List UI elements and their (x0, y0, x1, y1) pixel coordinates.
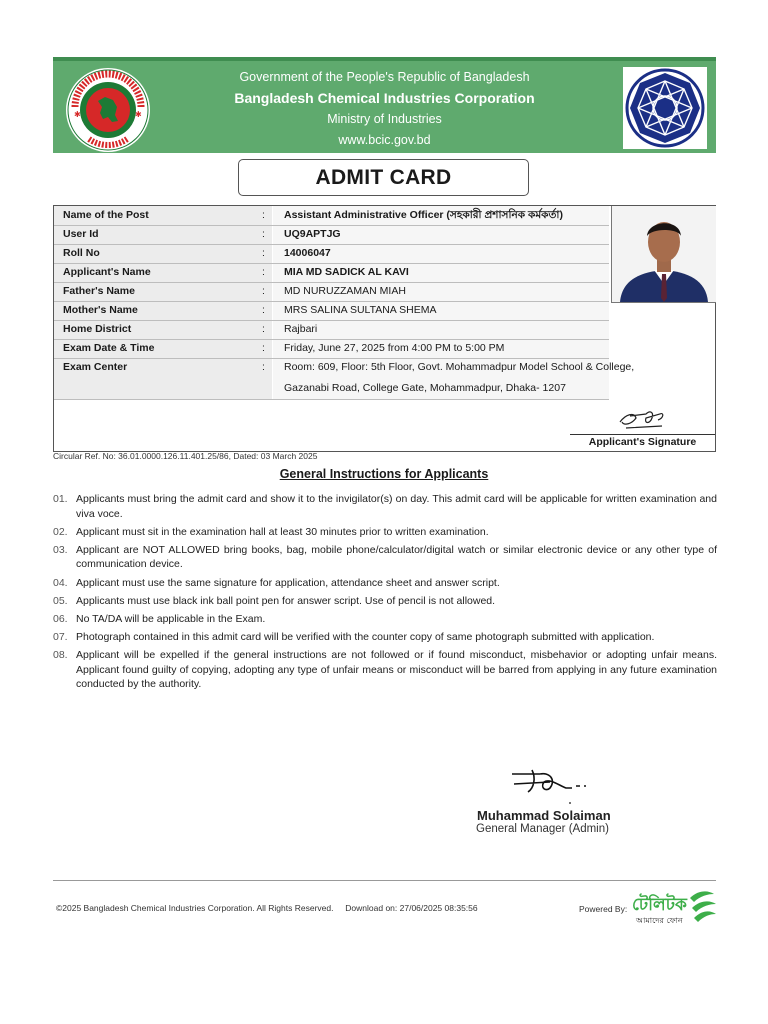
teletalk-logo-icon (632, 888, 716, 926)
footer-divider (53, 880, 716, 881)
instructions-title: General Instructions for Applicants (279, 467, 489, 481)
info-label: Father's Name (63, 285, 135, 297)
instruction-item: 06. No TA/DA will be applicable in the Exam. (53, 612, 266, 625)
info-value: Gazanabi Road, College Gate, Mohammadpur, Dhaka- 1207 (284, 382, 566, 394)
bcic-logo-icon (623, 67, 707, 149)
info-value: Room: 609, Floor: 5th Floor, Govt. Mohammadpur Model School & College, (284, 361, 635, 373)
info-value: UQ9APTJG (284, 228, 341, 240)
info-label: User Id (63, 228, 99, 240)
footer-copyright: ©2025 Bangladesh Chemical Industries Corporation. All Rights Reserved. Download on: 27/06/2025 08:35:56 (56, 903, 478, 913)
applicant-signature-label: Applicant's Signature (588, 436, 697, 448)
svg-text:✱: ✱ (135, 110, 142, 119)
info-label: Home District (63, 323, 132, 335)
authority-title: General Manager (Admin) (476, 823, 609, 835)
instruction-item: 02. Applicant must sit in the examination hall at least 30 minutes prior to written examination. (53, 525, 489, 538)
info-value: Rajbari (284, 323, 318, 335)
info-label: Mother's Name (63, 304, 138, 316)
info-value: Assistant Administrative Officer (সহকারী প্রশাসনিক কর্মকর্তা) (284, 209, 563, 221)
svg-text:✱: ✱ (74, 110, 81, 119)
instructions-list (53, 492, 717, 696)
instruction-item: 03. Applicant are NOT ALLOWED bring books, bag, mobile phone/calculator/digital watch or similar electronic device or any other type of communication device. (53, 543, 717, 571)
info-label: Roll No (63, 247, 100, 259)
applicant-photo (611, 206, 716, 303)
applicant-signature-image (616, 404, 668, 432)
header-banner (53, 57, 716, 153)
instruction-item: 07. Photograph contained in this admit card will be verified with the counter copy of same photograph submitted with application. (53, 631, 655, 644)
info-value: MD NURUZZAMAN MIAH (284, 285, 406, 297)
header-ministry: Ministry of Industries (327, 112, 442, 126)
instruction-item: 04. Applicant must use the same signature for application, attendance sheet and answer script. (53, 576, 500, 589)
info-value: 14006047 (284, 247, 331, 259)
instruction-item: 08. Applicant will be expelled if the general instructions are not followed or if found misconduct, misbehavior or adopting unfair means. Applicant found guilty of copying, adopting any type of unfair means or misconduct will be barred from applying in any future examination conducted by the authority. (53, 649, 717, 691)
info-value: MRS SALINA SULTANA SHEMA (284, 304, 437, 316)
applicant-info-table: Name of the Post : Assistant Administrative Officer (সহকারী প্রশাসনিক কর্মকর্তা) User Id : UQ9APTJG Roll No : 14006047 Applicant's Name : MIA MD SADICK AL KAVI Father's Name : MD NURUZZAMAN MIAH Mother's Name : MRS SALINA SULTANA SHEMA Home District : Rajbari Exam Date & Time : Friday, June 27, 2025 from 4:00 PM to 5:00 PM Exam Center : Room: 609, Floor: 5th Floor, Govt. Mohammadpur Model School & College, Gazanabi Road, College Gate, Mohammadpur, Dhaka- 1207 Applicant's Signature (53, 205, 716, 452)
svg-text:টেলিটক: টেলিটক (632, 895, 687, 915)
svg-text:আমাদের ফোন: আমাদের ফোন (636, 916, 683, 925)
instruction-item: 05. Applicants must use black ink ball point pen for answer script. Use of pencil is not allowed. (53, 594, 496, 607)
info-value: Friday, June 27, 2025 from 4:00 PM to 5:00 PM (284, 342, 505, 354)
header-website[interactable]: www.bcic.gov.bd (338, 133, 431, 147)
info-label: Name of the Post (63, 209, 149, 221)
footer-powered-by: Powered By: (579, 904, 628, 914)
admit-card-title: ADMIT CARD (238, 159, 529, 196)
info-label: Applicant's Name (63, 266, 151, 278)
instruction-item: 01. Applicants must bring the admit card and show it to the invigilator(s) on day. This admit card will be applicable for written examination and viva voce. (53, 493, 717, 520)
header-org-name: Bangladesh Chemical Industries Corporation (234, 90, 535, 106)
info-value: MIA MD SADICK AL KAVI (284, 266, 409, 278)
info-label: Exam Center (63, 361, 128, 373)
authority-signature-image (510, 766, 594, 806)
circular-reference: Circular Ref. No: 36.01.0000.126.11.401.25/86, Dated: 03 March 2025 (53, 451, 318, 461)
info-label: Exam Date & Time (63, 342, 155, 354)
authority-name: Muhammad Solaiman (477, 808, 611, 823)
header-govt-line: Government of the People's Republic of Bangladesh (239, 70, 530, 84)
footer-download-time: Download on: 27/06/2025 08:35:56 (345, 903, 478, 913)
